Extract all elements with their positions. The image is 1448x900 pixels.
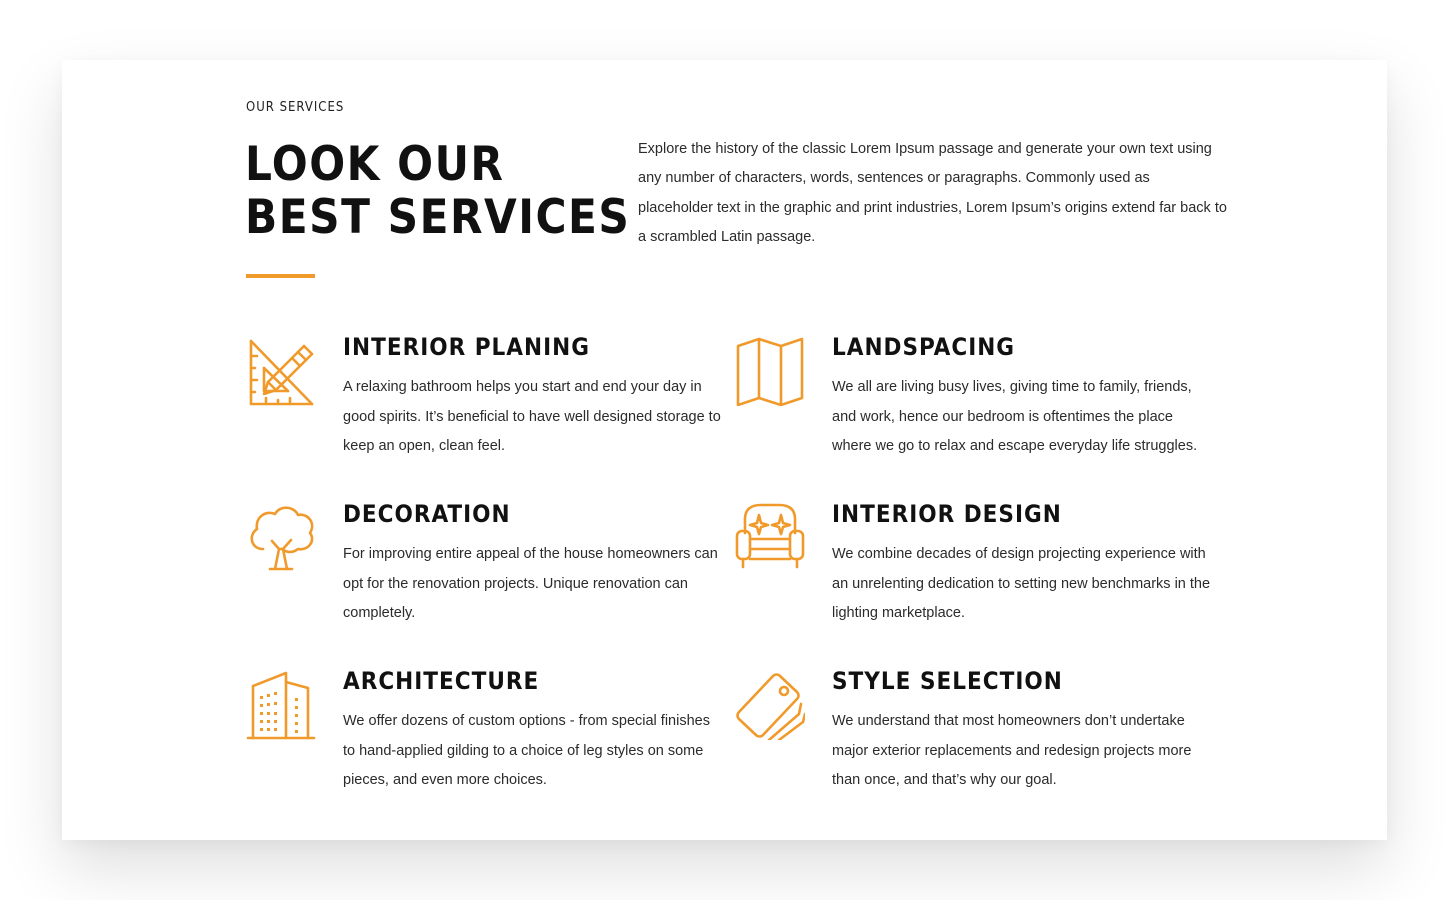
service-description: We combine decades of design projecting experience with an unrelenting dedication to setting new benchmarks in the lighting marketplace. — [832, 546, 1211, 621]
service-item-landspacing — [735, 333, 1205, 476]
section-eyebrow: OUR SERVICES — [246, 100, 345, 115]
section-intro-text: Explore the history of the classic Lorem Ipsum passage and generate your own text using any number of characters, words, sentences or paragraphs. Commonly used as placeholder text in the graphic and print industries, Lorem Ipsum’s origins extend far back to a scrambled Latin passage. — [638, 141, 1227, 245]
section-title-line-2: BEST SERVICES — [245, 190, 631, 245]
armchair-sparkle-icon — [735, 503, 805, 573]
ruler-pencil-icon — [246, 336, 316, 406]
service-title: STYLE SELECTION — [832, 667, 1063, 695]
tree-icon — [246, 503, 316, 573]
service-title: DECORATION — [343, 500, 511, 528]
section-title — [245, 138, 630, 244]
service-item-architecture — [246, 667, 716, 810]
title-accent-divider — [246, 274, 315, 278]
section-title-line-1: LOOK OUR — [245, 137, 505, 192]
folded-map-icon — [735, 336, 805, 406]
service-item-style-selection — [735, 667, 1205, 810]
swatch-cards-icon — [735, 670, 805, 740]
service-description: We all are living busy lives, giving time to family, friends, and work, hence our bedroom is oftentimes the place where we go to relax and escape everyday life struggles. — [832, 379, 1198, 454]
service-description: A relaxing bathroom helps you start and end your day in good spirits. It’s beneficial to have well designed storage to keep an open, clean feel. — [343, 379, 721, 454]
building-icon — [246, 670, 316, 740]
service-description: For improving entire appeal of the house homeowners can opt for the renovation projects. Unique renovation can completely. — [343, 546, 718, 621]
services-card — [62, 60, 1387, 840]
service-item-interior-design — [735, 500, 1211, 643]
service-title: LANDSPACING — [832, 333, 1016, 361]
service-title: ARCHITECTURE — [343, 667, 540, 695]
service-item-interior-planing — [246, 333, 721, 476]
service-item-decoration — [246, 500, 718, 643]
service-description: We offer dozens of custom options - from special finishes to hand-applied gilding to a choice of leg styles on some pieces, and even more choices. — [343, 713, 710, 788]
service-title: INTERIOR DESIGN — [832, 500, 1062, 528]
service-title: INTERIOR PLANING — [343, 333, 590, 361]
service-description: We understand that most homeowners don’t undertake major exterior replacements and redesign projects more than once, and that’s why our goal. — [832, 713, 1192, 788]
